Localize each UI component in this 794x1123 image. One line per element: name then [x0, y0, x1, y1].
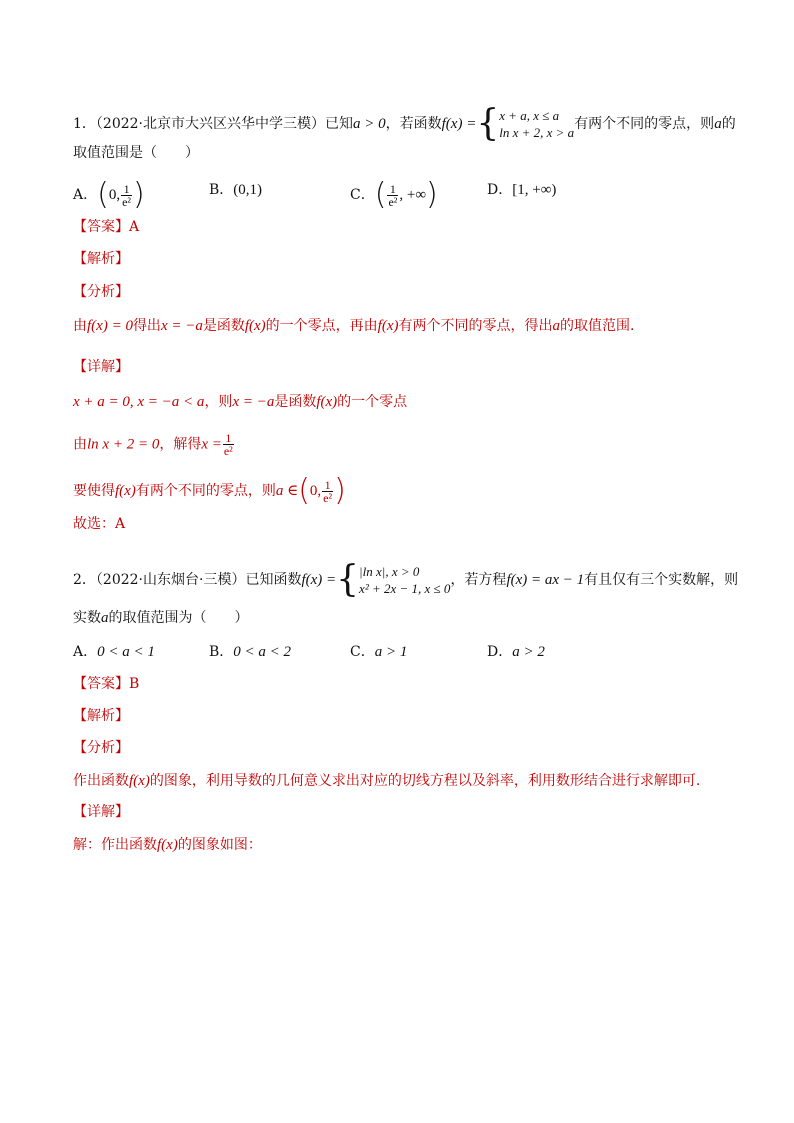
q2-brace: { — [336, 559, 360, 600]
q2-option-c: C．a > 1 — [350, 644, 408, 660]
q2-option-a: A．0 < a < 1 — [73, 644, 155, 660]
q2-option-d: D．a > 2 — [487, 644, 545, 660]
q1-step2: 由ln x + 2 = 0，解得x = $\frac{1}{\text{e²}}$ — [73, 431, 233, 458]
q1-detail-heading: 【详解】 — [73, 359, 129, 375]
q1-option-a: A．(0, $\frac{1}{\text{e²}}$ ) — [73, 177, 145, 212]
q1-step3: 要使得f(x)有两个不同的零点，则a ∈(0, $\frac{1}{\text{e²}}$ ) — [73, 473, 346, 508]
q1-step1: x + a = 0, x = −a < a，则x = −a是函数f(x)的一个零点 — [73, 394, 408, 410]
q1-source: （2022·北京市大兴区兴华中学三模） — [95, 116, 326, 132]
q1-option-d: D．[1, +∞) — [487, 182, 557, 198]
q2-source: （2022·山东烟台·三模） — [95, 572, 246, 588]
q1-step2-fraction: $\frac{1}{\text{e²}}$ — [223, 431, 233, 458]
q1-stem-line1: 1．（2022·北京市大兴区兴华中学三模）已知a > 0，若函数f(x) ={ x + a, x ≤ a ln x + 2, x > a 有两个不同的零点，则a的 — [73, 103, 736, 144]
q1-option-a-fraction: $\frac{1}{\text{e²}}$ — [122, 181, 132, 209]
q1-step3-fraction: $\frac{1}{\text{e²}}$ — [323, 477, 333, 505]
q1-conclusion: 故选：A — [73, 516, 126, 532]
q2-number: 2． — [73, 572, 96, 588]
q2-fenxi-text: 作出函数f(x)的图象，利用导数的几何意义求出对应的切线方程以及斜率，利用数形结合进行求解即可. — [73, 773, 701, 789]
q1-number: 1． — [73, 116, 96, 132]
q2-answer: 【答案】B — [73, 676, 140, 692]
q2-option-b: B．0 < a < 2 — [209, 644, 292, 660]
q2-stem-line1: 2．（2022·山东烟台·三模）已知函数f(x) ={ |ln x|, x > 0 x² + 2x − 1, x ≤ 0 ，若方程f(x) = ax − 1有且仅有三个实数解，则 — [73, 559, 739, 600]
q1-piecewise: x + a, x ≤ a ln x + 2, x > a — [499, 108, 575, 140]
q1-option-b: B．(0,1) — [209, 182, 263, 198]
q2-fenxi-heading: 【分析】 — [73, 740, 129, 756]
q1-analysis-heading: 【解析】 — [73, 251, 129, 267]
q1-fenxi-heading: 【分析】 — [73, 284, 129, 300]
q1-fenxi-text: 由f(x) = 0得出x = −a是函数f(x)的一个零点，再由f(x)有两个不同的零点，得出a的取值范围. — [73, 318, 635, 334]
q2-step1: 解：作出函数f(x)的图象如图： — [73, 837, 262, 853]
q2-analysis-heading: 【解析】 — [73, 708, 129, 724]
q1-brace: { — [476, 103, 500, 144]
q1-option-c: C．( $\frac{1}{\text{e²}}$ , +∞) — [350, 177, 438, 212]
q2-stem-line2: 实数a的取值范围为（ ） — [73, 610, 249, 626]
q1-answer: 【答案】A — [73, 219, 140, 235]
q2-detail-heading: 【详解】 — [73, 804, 129, 820]
q1-option-c-fraction: $\frac{1}{\text{e²}}$ — [388, 181, 398, 209]
q2-piecewise: |ln x|, x > 0 x² + 2x − 1, x ≤ 0 — [359, 564, 451, 596]
q1-stem-line2: 取值范围是（ ） — [73, 145, 199, 161]
